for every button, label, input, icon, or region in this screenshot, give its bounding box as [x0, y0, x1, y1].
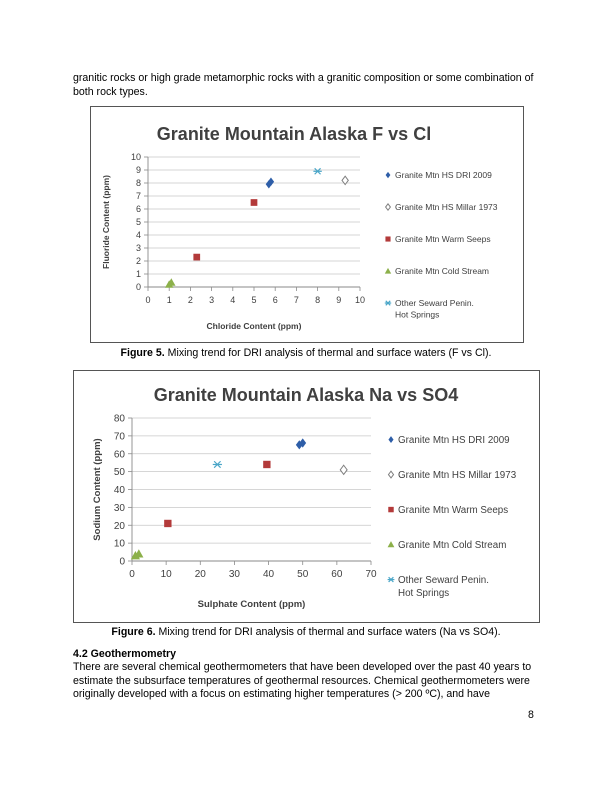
x-axis-label: Chloride Content (ppm) — [206, 321, 302, 331]
figure-5-chart — [91, 107, 523, 342]
legend-marker — [388, 471, 393, 478]
y-tick-label: 0 — [135, 282, 141, 293]
y-tick-label: 4 — [135, 230, 141, 241]
y-tick-label: 0 — [119, 556, 125, 568]
data-point — [164, 520, 171, 527]
figure-5-frame — [90, 106, 524, 343]
legend-marker — [385, 268, 391, 274]
y-tick-label: 10 — [113, 538, 125, 550]
x-tick-label: 2 — [187, 295, 193, 305]
data-point — [263, 461, 270, 468]
x-tick-label: 20 — [194, 569, 206, 580]
legend-label: Granite Mtn HS DRI 2009 — [395, 170, 492, 180]
y-axis-label: Sodium Content (ppm) — [92, 438, 103, 541]
legend-marker — [386, 204, 391, 210]
chart-title: Granite Mountain Alaska Na vs SO4 — [153, 385, 459, 405]
legend-label: Granite Mtn Cold Stream — [398, 540, 507, 551]
x-tick-label: 70 — [365, 569, 377, 580]
x-tick-label: 30 — [228, 569, 240, 580]
legend-marker — [385, 236, 390, 241]
x-tick-label: 0 — [129, 569, 135, 580]
y-tick-label: 8 — [135, 178, 141, 189]
y-tick-label: 5 — [135, 217, 141, 228]
y-tick-label: 60 — [113, 449, 125, 461]
figure-6-caption-label: Figure 6. — [111, 626, 156, 638]
legend-marker — [386, 172, 391, 178]
x-tick-label: 10 — [160, 569, 172, 580]
legend-label: Granite Mtn Cold Stream — [395, 266, 490, 276]
x-tick-label: 40 — [263, 569, 275, 580]
legend-marker — [388, 577, 395, 582]
x-tick-label: 4 — [230, 295, 236, 305]
figure-6-caption-text: Mixing trend for DRI analysis of thermal and surface waters (Na vs SO4). — [155, 626, 501, 638]
legend-label: Other Seward Penin. Hot Springs — [395, 298, 474, 320]
legend-label: Granite Mtn HS Millar 1973 — [395, 202, 498, 212]
y-tick-label: 9 — [135, 165, 141, 176]
x-axis-label: Sulphate Content (ppm) — [197, 599, 306, 610]
y-tick-label: 80 — [113, 413, 125, 425]
legend-label: Granite Mtn HS DRI 2009 — [398, 435, 510, 446]
figure-6-frame — [73, 370, 540, 623]
x-tick-label: 6 — [272, 295, 278, 305]
y-tick-label: 10 — [130, 152, 141, 163]
figure-5-caption-text: Mixing trend for DRI analysis of thermal and surface waters (F vs Cl). — [164, 347, 492, 359]
y-tick-label: 2 — [135, 256, 141, 267]
section-heading: 4.2 Geothermometry — [73, 648, 177, 660]
y-tick-label: 30 — [113, 502, 125, 514]
y-tick-label: 6 — [135, 204, 141, 215]
data-point — [340, 465, 347, 474]
y-tick-label: 70 — [113, 431, 125, 443]
y-tick-label: 40 — [113, 485, 125, 496]
figure-5-caption-label: Figure 5. — [120, 347, 165, 359]
legend-label: Other Seward Penin. Hot Springs — [398, 575, 489, 599]
y-tick-label: 3 — [135, 243, 141, 254]
legend-label: Granite Mtn HS Millar 1973 — [398, 470, 517, 481]
y-tick-label: 50 — [113, 467, 125, 479]
x-tick-label: 7 — [293, 295, 299, 305]
legend-marker — [388, 436, 393, 443]
page-number: 8 — [528, 709, 534, 721]
x-tick-label: 50 — [297, 569, 309, 580]
chart-title: Granite Mountain Alaska F vs Cl — [156, 124, 432, 144]
data-point — [213, 461, 222, 467]
legend-label: Granite Mtn Warm Seeps — [398, 505, 509, 516]
y-tick-label: 20 — [113, 520, 125, 532]
x-tick-label: 5 — [251, 295, 257, 305]
y-tick-label: 1 — [135, 269, 141, 280]
figure-6-chart — [74, 371, 539, 622]
x-tick-label: 8 — [315, 295, 321, 305]
y-tick-label: 7 — [135, 191, 141, 202]
legend-label: Granite Mtn Warm Seeps — [395, 234, 491, 244]
data-point — [193, 254, 200, 261]
y-axis-label: Fluoride Content (ppm) — [101, 175, 111, 269]
x-tick-label: 9 — [336, 295, 342, 305]
data-point — [251, 199, 258, 206]
legend-marker — [388, 507, 393, 512]
figure-5-caption — [0, 347, 612, 359]
body-paragraph: There are several chemical geothermometers that have been developed over the past 40 years to estimate the subsurface temperatures of geothermal resources. Chemical geothermometers were originally developed with a focus on estimating higher temperatures (> 200 ºC), and have — [73, 661, 532, 701]
intro-paragraph: granitic rocks or high grade metamorphic rocks with a granitic composition or some combination of both rock types. — [73, 72, 534, 98]
x-tick-label: 0 — [145, 295, 151, 305]
x-tick-label: 3 — [209, 295, 215, 305]
x-tick-label: 1 — [166, 295, 172, 305]
x-tick-label: 60 — [331, 569, 343, 580]
figure-6-caption — [0, 626, 612, 638]
data-point — [313, 168, 321, 174]
legend-marker — [385, 301, 391, 305]
legend-marker — [388, 541, 395, 547]
x-tick-label: 10 — [354, 295, 366, 305]
